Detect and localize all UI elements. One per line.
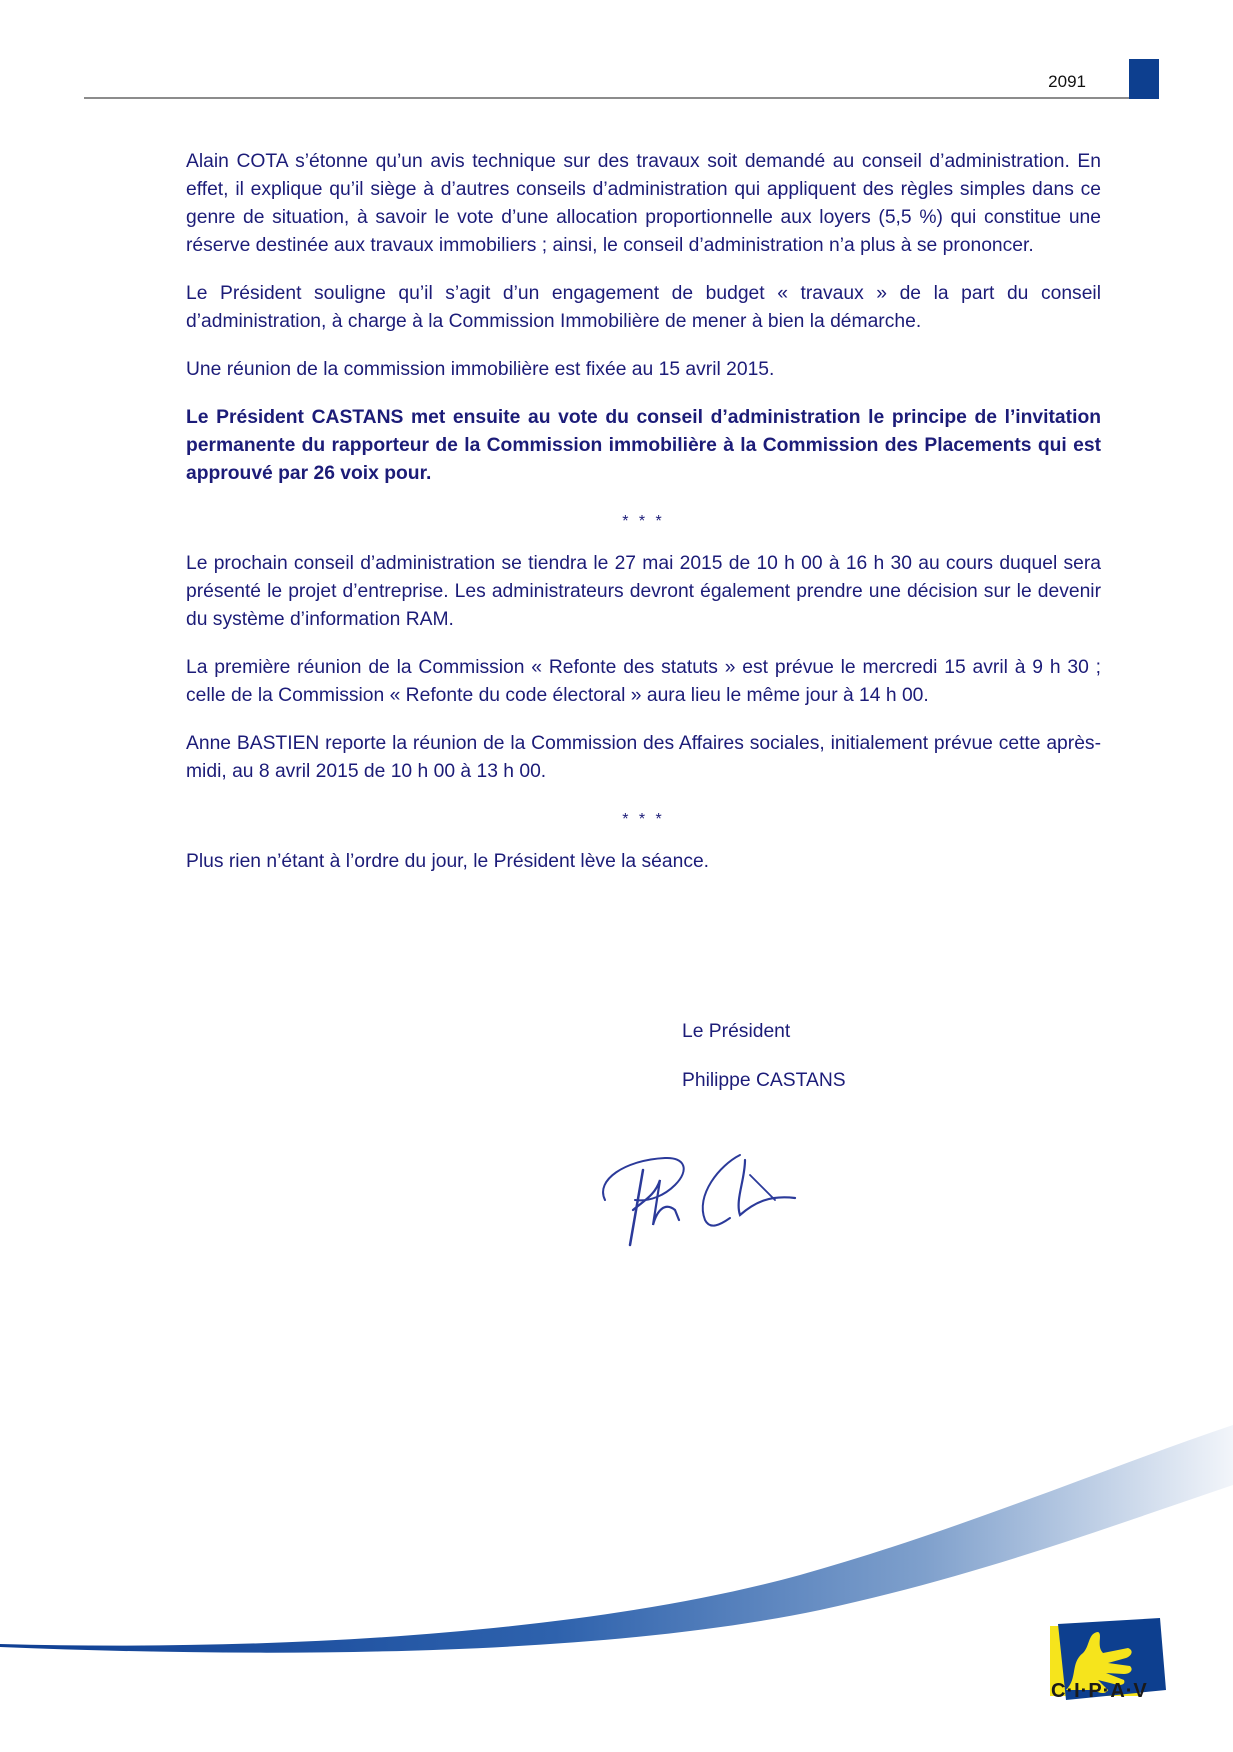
section-separator: * * *: [622, 513, 665, 530]
paragraph-bastien: Anne BASTIEN reporte la réunion de la Commission des Affaires sociales, initialement prévue cette après-midi, au 8 avril 2015 de 10 h 00 à 13 h 00.: [186, 733, 1101, 782]
paragraph-meeting-date: Une réunion de la commission immobilière est fixée au 15 avril 2015.: [186, 359, 775, 380]
header-accent-block: [1129, 59, 1159, 99]
paragraph-vote-resolution: Le Président CASTANS met ensuite au vote du conseil d’administration le principe de l’invitation permanente du rapporteur de la Commission immobilière à la Commission des Placements qui est approuvé par 26 voix pour.: [186, 407, 1101, 484]
paragraph-closing: Plus rien n’étant à l’ordre du jour, le Président lève la séance.: [186, 851, 710, 872]
logo-wordmark: C·I·P·A·V: [1051, 1680, 1148, 1702]
signature-title: Le Président: [682, 1021, 791, 1042]
header-rule: [84, 97, 1129, 99]
paragraph-cota: Alain COTA s’étonne qu’un avis technique sur des travaux soit demandé au conseil d’administration. En effet, il explique qu’il siège à d’autres conseils d’administration qui appliquent des règles simples dans ce genre de situation, à savoir le vote d’une allocation proportionnelle aux loyers (5,5 %) qui constitue une réserve destinée aux travaux immobiliers ; ainsi, le conseil d’administration n’a plus à se prononcer.: [186, 151, 1101, 256]
document-body: [186, 148, 1101, 896]
paragraph-president-budget: Le Président souligne qu’il s’agit d’un engagement de budget « travaux » de la part du conseil d’administration, à charge à la Commission Immobilière de mener à bien la démarche.: [186, 283, 1101, 332]
paragraph-next-board: Le prochain conseil d’administration se tiendra le 27 mai 2015 de 10 h 00 à 16 h 30 au cours duquel sera présenté le projet d’entreprise. Les administrateurs devront également prendre une décision sur le devenir du système d’information RAM.: [186, 553, 1101, 630]
handwritten-signature: [595, 1140, 825, 1260]
section-separator: * * *: [622, 811, 665, 828]
paragraph-commissions: La première réunion de la Commission « Refonte des statuts » est prévue le mercredi 15 avril à 9 h 30 ; celle de la Commission « Refonte du code électoral » aura lieu le même jour à 14 h 00.: [186, 657, 1101, 706]
signature-name: Philippe CASTANS: [682, 1070, 846, 1091]
cipav-logo: [1048, 1588, 1166, 1738]
page-number: 2091: [1048, 72, 1086, 91]
